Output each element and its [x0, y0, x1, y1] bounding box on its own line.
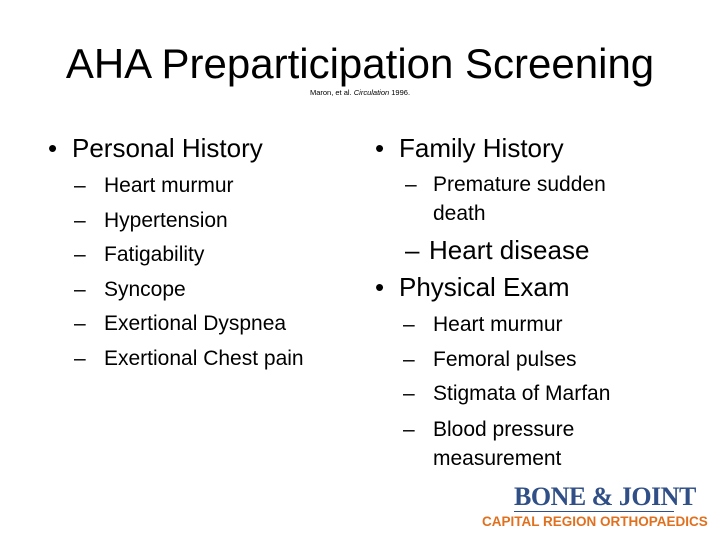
list-item: – Femoral pulses: [377, 343, 695, 378]
list-item: – Heart murmur: [377, 308, 695, 343]
logo-title: BONE & JOINT: [514, 482, 696, 511]
list-item: – Heart murmur: [48, 169, 368, 204]
logo-subtitle: CAPITAL REGION ORTHOPAEDICS: [482, 514, 708, 529]
slide-title: AHA Preparticipation Screening: [65, 40, 655, 87]
citation: [0, 88, 720, 98]
right-column: [375, 132, 695, 473]
list-item: – Syncope: [48, 273, 368, 308]
left-column: [48, 132, 368, 376]
personal-history-heading: • Personal History: [48, 132, 368, 164]
list-item: – Blood pressure measurement: [377, 415, 623, 473]
personal-history-list: [48, 169, 368, 376]
logo-divider: [514, 511, 674, 512]
list-item: – Premature sudden death: [375, 170, 653, 228]
citation-authors: Maron, et al.: [309, 88, 354, 97]
family-history-heading: • Family History: [375, 132, 695, 164]
list-item: – Exertional Dyspnea: [48, 307, 368, 342]
bone-joint-logo: [482, 478, 712, 534]
list-item: – Hypertension: [48, 204, 368, 239]
list-item: – Fatigability: [48, 238, 368, 273]
list-item: – Stigmata of Marfan: [377, 377, 695, 412]
physical-exam-heading: • Physical Exam: [375, 271, 695, 303]
list-item: – Exertional Chest pain: [48, 342, 368, 377]
citation-year: 1996.: [389, 88, 411, 97]
list-item: – Heart disease: [375, 233, 695, 267]
citation-journal: Circulation: [353, 88, 390, 97]
physical-exam-list: [375, 308, 695, 473]
